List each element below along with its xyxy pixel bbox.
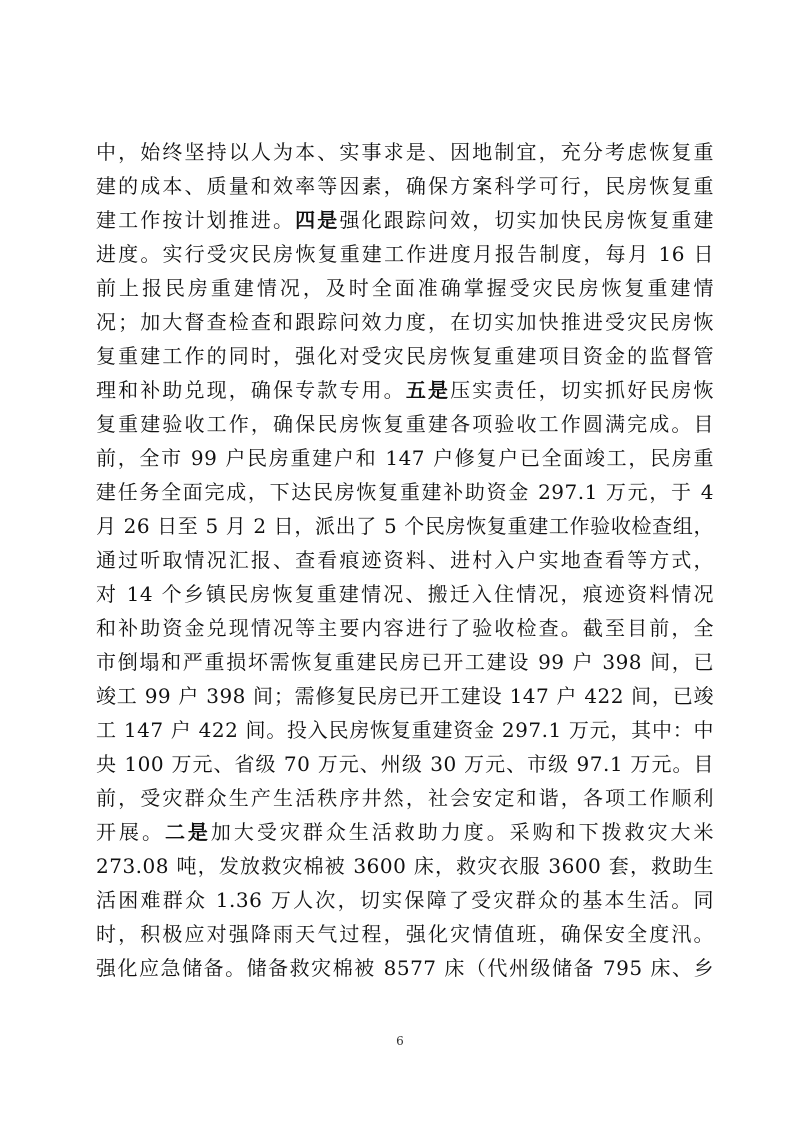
text-line: 前，受灾群众生产生活秩序井然，社会安定和谐，各项工作顺利 xyxy=(96,786,714,810)
text-line: 复重建验收工作，确保民房恢复重建各项验收工作圆满完成。目 xyxy=(96,412,714,436)
bold-marker: 二是 xyxy=(164,820,211,844)
text-run: 加大受灾群众生活救助力度。采购和下拨救灾大米 xyxy=(210,820,714,844)
text-run: 建工作按计划推进。 xyxy=(96,208,296,232)
text-line: 时，积极应对强降雨天气过程，强化灾情值班，确保安全度汛。 xyxy=(96,922,714,946)
text-line: 通过听取情况汇报、查看痕迹资料、进村入户实地查看等方式， xyxy=(96,548,714,572)
text-line: 强化应急储备。储备救灾棉被 8577 床（代州级储备 795 床、乡 xyxy=(96,956,714,980)
text-line xyxy=(96,203,714,237)
text-line: 273.08 吨，发放救灾棉被 3600 床，救灾衣服 3600 套，救助生 xyxy=(96,854,714,878)
document-body xyxy=(96,135,714,985)
bold-marker: 四是 xyxy=(295,208,340,232)
text-line: 况；加大督查检查和跟踪问效力度，在切实加快推进受灾民房恢 xyxy=(96,310,714,334)
text-line: 建的成本、质量和效率等因素，确保方案科学可行，民房恢复重 xyxy=(96,174,714,198)
text-line: 工 147 户 422 间。投入民房恢复重建资金 297.1 万元，其中：中 xyxy=(96,718,714,742)
text-line: 市倒塌和严重损坏需恢复重建民房已开工建设 99 户 398 间，已 xyxy=(96,650,714,674)
text-line: 和补助资金兑现情况等主要内容进行了验收检查。截至目前，全 xyxy=(96,616,714,640)
text-line: 前上报民房重建情况，及时全面准确掌握受灾民房恢复重建情 xyxy=(96,276,714,300)
text-line xyxy=(96,815,714,849)
text-line: 月 26 日至 5 月 2 日，派出了 5 个民房恢复重建工作验收检查组， xyxy=(96,514,714,538)
text-line: 竣工 99 户 398 间；需修复民房已开工建设 147 户 422 间，已竣 xyxy=(96,684,714,708)
text-run: 强化跟踪问效，切实加快民房恢复重建 xyxy=(339,208,714,232)
text-line: 对 14 个乡镇民房恢复重建情况、搬迁入住情况，痕迹资料情况 xyxy=(96,582,714,606)
text-line: 复重建工作的同时，强化对受灾民房恢复重建项目资金的监督管 xyxy=(96,344,714,368)
text-line: 中，始终坚持以人为本、实事求是、因地制宜，充分考虑恢复重 xyxy=(96,140,714,164)
text-line: 前，全市 99 户民房重建户和 147 户修复户已全面竣工，民房重 xyxy=(96,446,714,470)
text-line xyxy=(96,373,714,407)
text-line: 建任务全面完成，下达民房恢复重建补助资金 297.1 万元，于 4 xyxy=(96,480,714,504)
text-line: 活困难群众 1.36 万人次，切实保障了受灾群众的基本生活。同 xyxy=(96,888,714,912)
page-number: 6 xyxy=(396,1034,404,1048)
text-line: 进度。实行受灾民房恢复重建工作进度月报告制度，每月 16 日 xyxy=(96,242,714,266)
text-run: 理和补助兑现，确保专款专用。 xyxy=(96,378,406,402)
text-line: 央 100 万元、省级 70 万元、州级 30 万元、市级 97.1 万元。目 xyxy=(96,752,714,776)
bold-marker: 五是 xyxy=(405,378,451,402)
text-run: 压实责任，切实抓好民房恢 xyxy=(450,378,714,402)
text-run: 开展。 xyxy=(96,820,165,844)
